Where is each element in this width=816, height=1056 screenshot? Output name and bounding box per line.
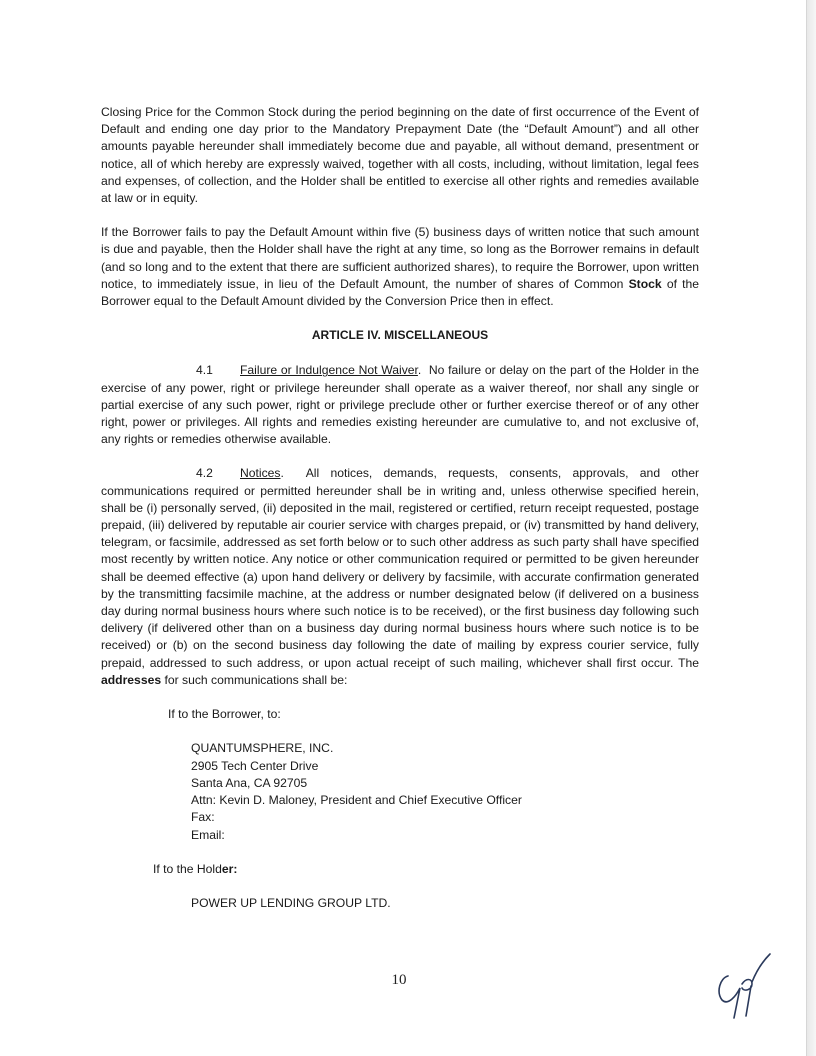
section-4-2-text-b: for such communications shall be: bbox=[164, 672, 348, 687]
holder-intro bbox=[153, 861, 699, 878]
borrower-address bbox=[191, 740, 699, 844]
borrower-address-line: Fax: bbox=[191, 810, 215, 825]
section-4-1-number: 4.1 bbox=[196, 363, 213, 378]
section-4-1: 4.1 Failure or Indulgence Not Waiver. No failure or delay on the part of the Holder in the exercise of any power, right or privilege hereunder shall operate as a waiver thereof, nor shall any single or partial exercise of any such power, right or privilege preclude other or further exercise thereof or of any other right, power or privileges. All rights and remedies existing hereunder are cumulative to, and not exclusive of, any rights or remedies otherwise available. bbox=[101, 363, 699, 447]
holder-intro-text-b: er: bbox=[221, 862, 238, 877]
borrower-address-line: Santa Ana, CA 92705 bbox=[191, 775, 308, 790]
article-heading: ARTICLE IV. MISCELLANEOUS bbox=[311, 328, 489, 343]
paragraph-closing-price: Closing Price for the Common Stock during the period beginning on the date of first occurrence of the Event of Default and ending one day prior to the Mandatory Prepayment Date (the “Default Amount”) and all other amounts payable hereunder shall immediately become due and payable, all without demand, presentment or notice, all of which hereby are expressly waived, together with all costs, including, without limitation, legal fees and expenses, of collection, and the Holder shall be entitled to exercise all other rights and remedies available at law or in equity. bbox=[101, 105, 699, 206]
handwritten-initials bbox=[706, 950, 776, 1022]
holder-intro-text-a: If to the Hold bbox=[153, 862, 222, 877]
paragraph-default-text-a: If the Borrower fails to pay the Default Amount within five (5) business days of written notice that such amount is due and payable, then the Holder shall have the right at any time, so long as the Borrower remains in default (and so long and to the extent that there are sufficient authorized shares), to require the Borrower, upon written notice, to immediately issue, in lieu of the Default Amount, the number of shares of Common bbox=[101, 225, 699, 291]
section-4-1-title: Failure or Indulgence Not Waiver bbox=[240, 363, 418, 378]
section-4-1-text: No failure or delay on the part of the Holder in the exercise of any power, right or privilege hereunder shall operate as a waiver thereof, nor shall any single or partial exercise of any such power, right or privilege preclude other or further exercise thereof or of any other right, power or privileges. All rights and remedies existing hereunder are cumulative to, and not exclusive of, any rights or remedies otherwise available. bbox=[101, 363, 699, 447]
borrower-address-line: Email: bbox=[191, 827, 225, 842]
borrower-address-line: Attn: Kevin D. Maloney, President and Chief Executive Officer bbox=[191, 793, 522, 808]
page-number: 10 bbox=[391, 972, 407, 988]
paragraph-default-amount bbox=[101, 224, 699, 310]
borrower-intro: If to the Borrower, to: bbox=[168, 707, 281, 722]
borrower-address-line: 2905 Tech Center Drive bbox=[191, 758, 319, 773]
holder-name: POWER UP LENDING GROUP LTD. bbox=[191, 896, 391, 911]
paragraph-default-text-b: of the Borrower equal to the Default Amount divided by the Conversion Price then in effect. bbox=[101, 276, 699, 309]
borrower-address-line: QUANTUMSPHERE, INC. bbox=[191, 741, 334, 756]
section-4-2: 4.2 Notices. All notices, demands, requests, consents, approvals, and other communications required or permitted hereunder shall be in writing and, unless otherwise specified herein, shall be (i) personally served, (ii) deposited in the mail, registered or certified, return receipt requested, postage prepaid, (iii) delivered by reputable air courier service with charges prepaid, or (iv) transmitted by hand delivery, telegram, or facsimile, addressed as set forth below or to such other address as such party shall have specified most recently by written notice. Any notice or other communication required or permitted to be given hereunder shall be deemed effective (a) upon hand delivery or delivery by facsimile, with accurate confirmation generated by the transmitting facsimile machine, at the address or number designated below (if delivered on a business day during normal business hours where such notice is to be received), or the first business day following such delivery (if delivered other than on a business day during normal business hours where such notice is to be received) or (b) on the second business day following the date of mailing by express courier service, fully prepaid, addressed to such address, or upon actual receipt of such mailing, whichever shall first occur. The addresses for such communications shall be: bbox=[101, 466, 699, 687]
section-4-2-text-a: All notices, demands, requests, consents, approvals, and other communications required or permitted hereunder shall be in writing and, unless otherwise specified herein, shall be (i) personally served, (ii) deposited in the mail, registered or certified, return receipt requested, postage prepaid, (iii) delivered by reputable air courier service with charges prepaid, or (iv) transmitted by hand delivery, telegram, or facsimile, addressed as set forth below or to such other address as such party shall have specified most recently by written notice. Any notice or other communication required or permitted to be given hereunder shall be deemed effective (a) upon hand delivery or delivery by facsimile, with accurate confirmation generated by the transmitting facsimile machine, at the address or number designated below (if delivered on a business day during normal business hours where such notice is to be received), or the first business day following such delivery (if delivered other than on a business day during normal business hours where such notice is to be received) or (b) on the second business day following the date of mailing by express courier service, fully prepaid, addressed to such address, or upon actual receipt of such mailing, whichever shall first occur. The bbox=[101, 466, 699, 670]
paragraph-default-bold: Stock bbox=[628, 276, 662, 291]
section-4-2-number: 4.2 bbox=[196, 466, 213, 481]
section-4-2-bold: addresses bbox=[101, 672, 162, 687]
page-edge bbox=[806, 0, 816, 1056]
section-4-2-title: Notices bbox=[240, 466, 281, 481]
document-body bbox=[101, 104, 699, 929]
